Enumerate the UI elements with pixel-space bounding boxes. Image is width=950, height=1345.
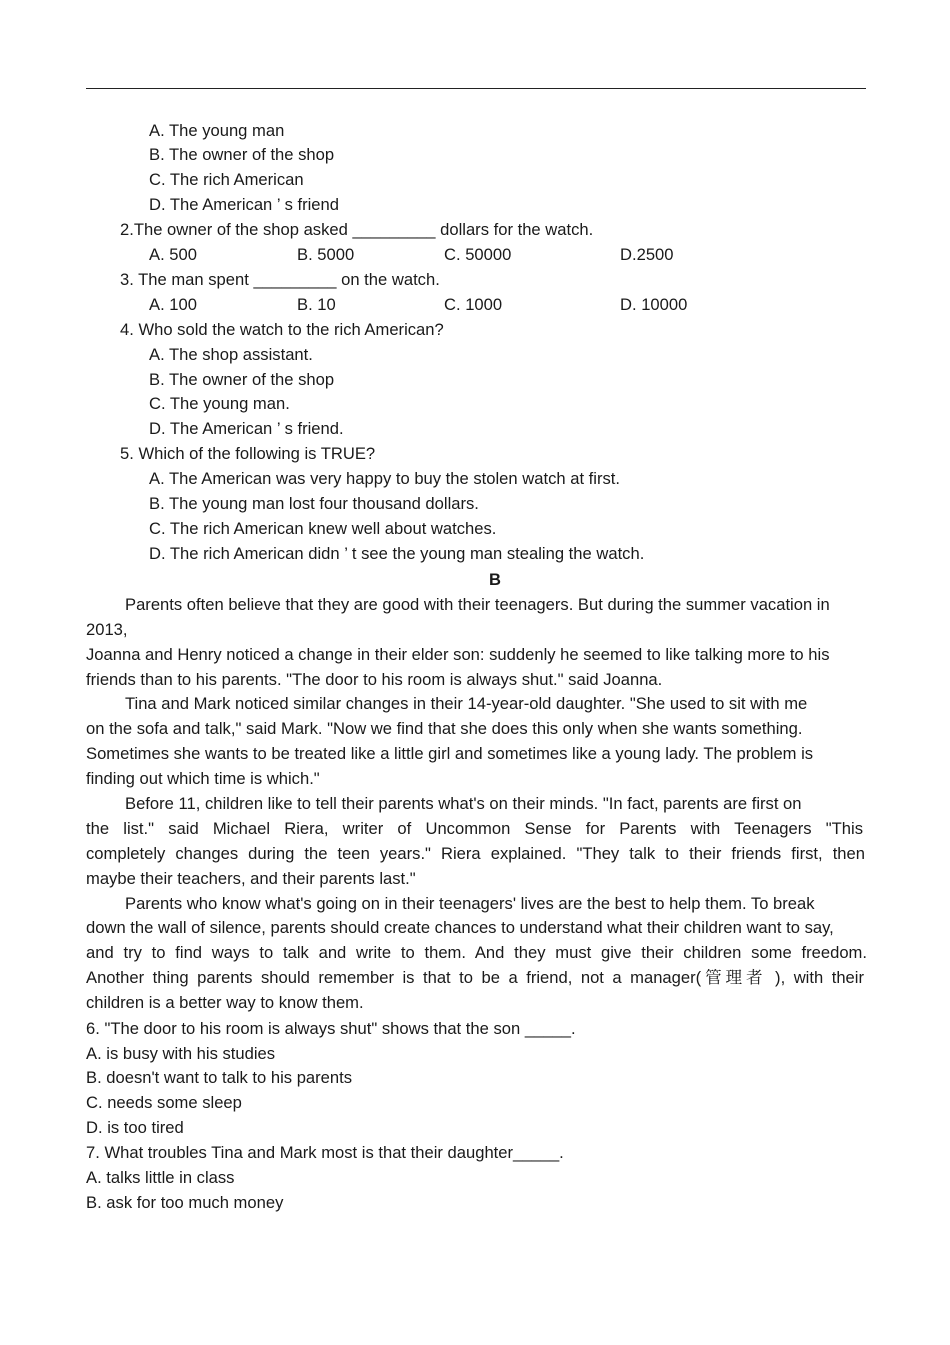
passage-line: Sometimes she wants to be treated like a little girl and sometimes like a young lady. The problem is <box>86 744 814 763</box>
q5-option-a: A. The American was very happy to buy the stolen watch at first. <box>149 469 621 488</box>
q4-stem: 4. Who sold the watch to the rich American? <box>120 320 444 339</box>
q7-stem: 7. What troubles Tina and Mark most is that their daughter_____. <box>86 1143 564 1162</box>
q5-option-b: B. The young man lost four thousand dollars. <box>149 494 479 513</box>
passage-line: friends than to his parents. "The door to his room is always shut." said Joanna. <box>86 670 663 689</box>
q1-option-b: B. The owner of the shop <box>149 145 335 164</box>
passage-line: Tina and Mark noticed similar changes in their 14-year-old daughter. "She used to sit with me <box>125 694 808 713</box>
passage-line: Parents who know what's going on in their teenagers' lives are the best to help them. To break <box>125 894 815 913</box>
passage-line: Another thing parents should remember is that to be a friend, not a manager(管理者 ), with their <box>86 968 864 987</box>
q2-option-d: D.2500 <box>620 245 674 264</box>
q5-stem: 5. Which of the following is TRUE? <box>120 444 376 463</box>
q2-option-b: B. 5000 <box>297 245 355 264</box>
q6-option-a: A. is busy with his studies <box>86 1044 276 1063</box>
q3-option-d: D. 10000 <box>620 295 688 314</box>
q4-option-c: C. The young man. <box>149 394 290 413</box>
q3-stem: 3. The man spent _________ on the watch. <box>120 270 440 289</box>
passage-line: the list." said Michael Riera, writer of Uncommon Sense for Parents with Teenagers "This <box>86 819 863 838</box>
passage-line: on the sofa and talk," said Mark. "Now we find that she does this only when she wants something. <box>86 719 803 738</box>
passage-line: down the wall of silence, parents should create chances to understand what their children want to say, <box>86 918 834 937</box>
section-b-heading: B <box>489 570 501 589</box>
q6-option-d: D. is too tired <box>86 1118 184 1137</box>
q2-option-a: A. 500 <box>149 245 197 264</box>
q3-option-c: C. 1000 <box>444 295 503 314</box>
q2-option-c: C. 50000 <box>444 245 512 264</box>
passage-line: maybe their teachers, and their parents last." <box>86 869 416 888</box>
header-rule <box>86 88 866 89</box>
q4-option-a: A. The shop assistant. <box>149 345 313 364</box>
q7-option-a: A. talks little in class <box>86 1168 235 1187</box>
passage-line: children is a better way to know them. <box>86 993 364 1012</box>
passage-line: 2013, <box>86 620 128 639</box>
q3-option-a: A. 100 <box>149 295 197 314</box>
q1-option-d: D. The American ’ s friend <box>149 195 339 214</box>
passage-line: Parents often believe that they are good with their teenagers. But during the summer vacation in <box>125 595 830 614</box>
q5-option-d: D. The rich American didn ’ t see the young man stealing the watch. <box>149 544 645 563</box>
q6-option-b: B. doesn't want to talk to his parents <box>86 1068 353 1087</box>
q2-stem: 2.The owner of the shop asked _________ dollars for the watch. <box>120 220 594 239</box>
q1-option-a: A. The young man <box>149 121 285 140</box>
q7-option-b: B. ask for too much money <box>86 1193 284 1212</box>
q4-option-b: B. The owner of the shop <box>149 370 335 389</box>
q6-option-c: C. needs some sleep <box>86 1093 242 1112</box>
passage-line: Before 11, children like to tell their parents what's on their minds. "In fact, parents are first on <box>125 794 802 813</box>
q6-stem: 6. "The door to his room is always shut" shows that the son _____. <box>86 1019 576 1038</box>
q3-option-b: B. 10 <box>297 295 336 314</box>
q5-option-c: C. The rich American knew well about watches. <box>149 519 497 538</box>
passage-line: finding out which time is which." <box>86 769 320 788</box>
passage-line: and try to find ways to talk and write to them. And they must give their children some freedom. <box>86 943 867 962</box>
passage-line: Joanna and Henry noticed a change in their elder son: suddenly he seemed to like talking more to his <box>86 645 830 664</box>
passage-line: completely changes during the teen years." Riera explained. "They talk to their friends first, then <box>86 844 865 863</box>
q4-option-d: D. The American ’ s friend. <box>149 419 344 438</box>
q1-option-c: C. The rich American <box>149 170 304 189</box>
